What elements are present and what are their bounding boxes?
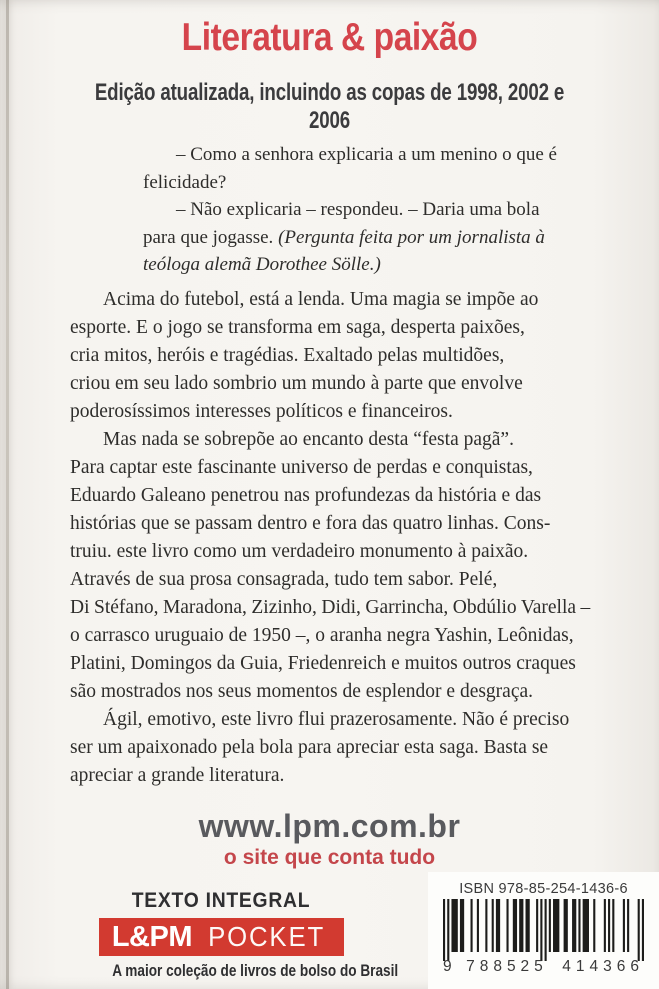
text-line: Eduardo Galeano penetrou nas profundezas da história e das bbox=[70, 485, 542, 506]
text-line: truiu. este livro como um verdadeiro monumento à paixão. bbox=[70, 541, 529, 562]
isbn-number: ISBN 978-85-254-1436-6 bbox=[459, 881, 628, 897]
ean13-barcode bbox=[443, 899, 644, 961]
synopsis-text bbox=[70, 286, 590, 790]
text-line: esporte. E o jogo se transforma em saga, desperta paixões, bbox=[70, 317, 525, 338]
text-line: para que jogasse. (Pergunta feita por um jornalista à bbox=[143, 226, 545, 248]
book-title: Literatura & paixão bbox=[181, 16, 478, 59]
publisher-website-url: www.lpm.com.br bbox=[198, 808, 461, 844]
epigraph-quote bbox=[143, 141, 599, 279]
text-line: Ágil, emotivo, este livro flui prazerosamente. Não é preciso bbox=[103, 709, 570, 730]
text-line: Para captar este fascinante universo de perdas e conquistas, bbox=[70, 457, 533, 478]
text-line: Acima do futebol, está a lenda. Uma magia se impõe ao bbox=[103, 289, 539, 310]
texto-integral-label: TEXTO INTEGRAL bbox=[131, 889, 311, 912]
edition-note: Edição atualizada, incluindo as copas de 1998, 2002 e 2006 bbox=[94, 79, 565, 134]
text-line: Platini, Domingos da Guia, Friedenreich e muitos outros craques bbox=[70, 653, 576, 674]
text-line: poderosíssimos interesses políticos e financeiros. bbox=[70, 401, 453, 422]
barcode-digit-group: 414366 bbox=[562, 958, 644, 975]
text-line: teóloga alemã Dorothee Sölle.) bbox=[143, 254, 381, 275]
text-line: histórias que se passam dentro e fora das quatro linhas. Cons- bbox=[70, 513, 551, 534]
text-line: cria mitos, heróis e tragédias. Exaltado pelas multidões, bbox=[70, 345, 505, 366]
barcode-digit-group: 9 bbox=[443, 958, 452, 975]
text-line: Mas nada se sobrepõe ao encanto desta “festa pagã”. bbox=[103, 429, 514, 450]
text-line: criou em seu lado sombrio um mundo à parte que envolve bbox=[70, 373, 523, 394]
barcode-digit-group: 788525 bbox=[466, 958, 548, 975]
pocket-label: POCKET bbox=[208, 921, 326, 952]
website-tagline: o site que conta tudo bbox=[223, 846, 436, 869]
text-line: apreciar a grande literatura. bbox=[70, 765, 285, 786]
text-line: – Não explicaria – respondeu. – Daria uma bola bbox=[176, 199, 540, 220]
text-line: felicidade? bbox=[143, 171, 227, 193]
lpm-pocket-logo bbox=[99, 918, 344, 956]
text-line: – Como a senhora explicaria a um menino o que é bbox=[176, 144, 557, 165]
text-line: o carrasco uruguaio de 1950 –, o aranha negra Yashin, Leônidas, bbox=[70, 625, 574, 646]
publisher-block bbox=[85, 889, 399, 981]
text-line: Através de sua prosa consagrada, tudo tem sabor. Pelé, bbox=[70, 569, 498, 590]
barcode-digits bbox=[443, 958, 644, 976]
text-line: ser um apaixonado pela bola para apreciar esta saga. Basta se bbox=[70, 737, 549, 758]
isbn-panel bbox=[428, 872, 659, 989]
text-line: Di Stéfano, Maradona, Zizinho, Didi, Garrincha, Obdúlio Varella – bbox=[70, 597, 591, 618]
lpm-brand-label: L&PM bbox=[111, 920, 193, 953]
text-line: são mostrados nos seus momentos de esplendor e desgraça. bbox=[70, 681, 534, 702]
publisher-slogan: A maior coleção de livros de bolso do Brasil bbox=[112, 961, 399, 980]
